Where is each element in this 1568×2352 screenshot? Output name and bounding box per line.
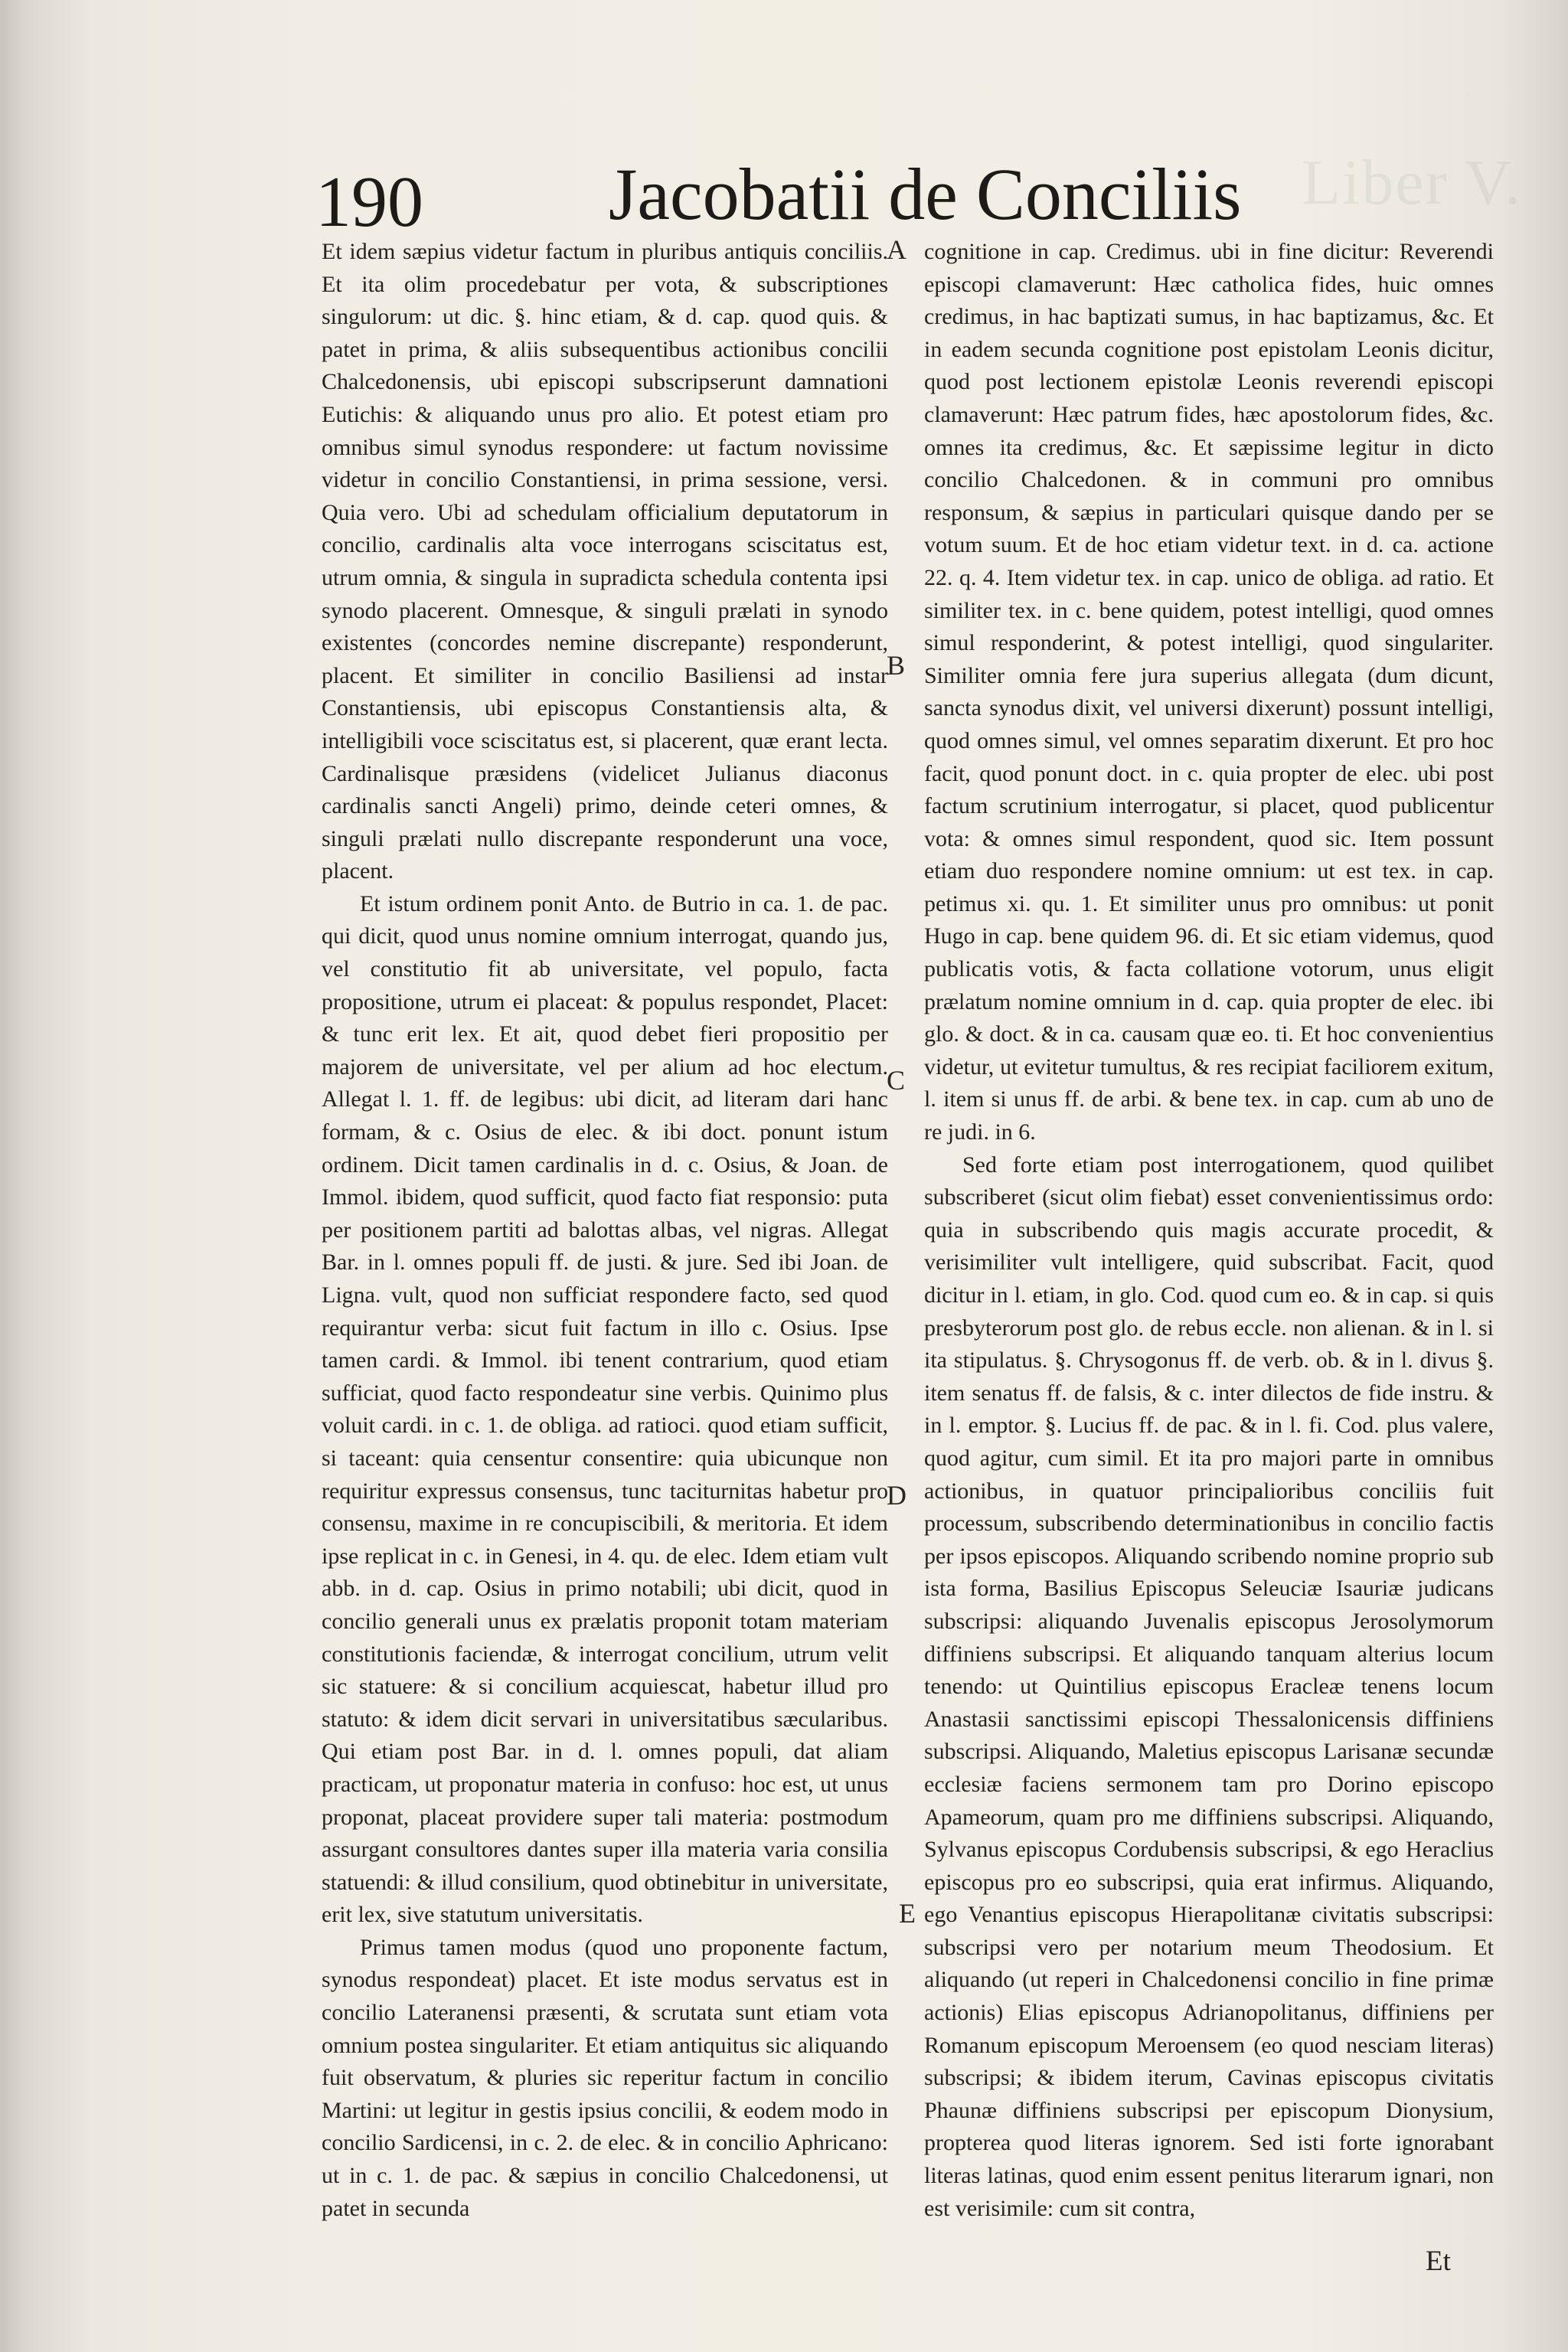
margin-marker-b: B: [887, 650, 906, 681]
bleed-through-text: Liber V.: [1301, 147, 1522, 218]
right-column: [924, 236, 1494, 2225]
margin-marker-d: D: [887, 1480, 906, 1511]
margin-marker-e: E: [899, 1898, 916, 1929]
running-title: Jacobatii de Conciliis: [609, 153, 1242, 235]
paragraph: cognitione in cap. Credimus. ubi in fine dicitur: Reverendi episcopi clamaverunt: Hæc catholica fides, huic omnes credimus, in hac baptizati sumus, in hac baptizamus, &c. Et in eadem secunda cognitione post epistolam Leonis dicitur, quod post lectionem epistolæ Leonis reverendi episcopi clamaverunt: Hæc patrum fides, hæc apostolorum fides, &c. omnes ita credimus, &c. Et sæpissime legitur in dicto concilio Chalcedonen. & in communi pro omnibus responsum, & sæpius in particulari quisque dando per se votum suum. Et de hoc etiam videtur text. in d. ca. actione 22. q. 4. Item videtur tex. in cap. unico de obliga. ad ratio. Et similiter tex. in c. bene quidem, potest intelligi, quod omnes simul responderint, & potest intelligi, quod singulariter. Similiter omnia fere jura superius allegata (dum dicunt, sancta synodus dixit, vel universi dixerunt) possunt intelligi, quod omnes simul, vel omnes separatim dixerunt. Et pro hoc facit, quod ponunt doct. in c. quia propter de elec. ubi post factum scrutinium interrogatur, si placet, quod publicentur vota: & omnes simul respondent, quod sic. Item possunt etiam duo respondere nomine omnium: ut est tex. in cap. petimus xi. qu. 1. Et similiter unus pro omnibus: ut ponit Hugo in cap. bene quidem 96. di. Et sic etiam videmus, quod publicatis votis, & facta collatione votorum, unus eligit prælatum nomine omnium in d. cap. quia propter de elec. ibi glo. & doct. & in ca. causam quæ eo. ti. Et hoc convenientius videtur, ut evitetur tumultus, & res recipiat faciliorem exitum, l. item si unus ff. de arbi. & bene tex. in cap. cum ab uno de re judi. in 6.: [924, 239, 1494, 1145]
paragraph: Et istum ordinem ponit Anto. de Butrio in ca. 1. de pac. qui dicit, quod unus nomine omnium interrogat, quando jus, vel constitutio fit ab universitate, vel populo, facta propositione, utrum ei placeat: & populus respondet, Placet: & tunc erit lex. Et ait, quod debet fieri propositio per majorem de universitate, vel per alium ad hoc electum. Allegat l. 1. ff. de legibus: ubi dicit, ad literam dari hanc formam, & c. Osius de elec. & ibi doct. ponunt istum ordinem. Dicit tamen cardinalis in d. c. Osius, & Joan. de Immol. ibidem, quod sufficit, quod facto fiat responsio: puta per positionem partiti ad balottas albas, vel nigras. Allegat Bar. in l. omnes populi ff. de justi. & jure. Sed ibi Joan. de Ligna. vult, quod non sufficiat respondere facto, sed quod requirantur verba: sicut fuit factum in illo c. Osius. Ipse tamen cardi. & Immol. ibi tenent contrarium, quod etiam sufficiat, quod facto respondeatur sine verbis. Quinimo plus voluit cardi. in c. 1. de obliga. ad ratioci. quod etiam sufficit, si taceant: quia censentur consentire: quia ubicunque non requiritur expressus consensus, tunc taciturnitas habetur pro consensu, maxime in re concupiscibili, & meritoria. Et idem ipse replicat in c. in Genesi, in 4. qu. de elec. Idem etiam vult abb. in d. cap. Osius in primo notabili; ubi dicit, quod in concilio generali unus ex prælatis proponit totam materiam constitutionis faciendæ, & interrogat concilium, utrum velit sic statuere: & si concilium acquiescat, habetur illud pro statuto: & idem dicit servari in universitatibus sæcularibus. Qui etiam post Bar. in d. l. omnes populi, dat aliam practicam, ut proponatur materia in confuso: hoc est, ut unus proponat, placeat providere super tali materia: postmodum assurgant consultores dantes super illa materia varia consilia statuendi: & illud consilium, quod obtinebitur in universitate, erit lex, sive statutum universitatis.: [322, 890, 888, 1928]
paragraph: Et idem sæpius videtur factum in pluribus antiquis conciliis. Et ita olim procedebatur per vota, & subscriptiones singulorum: ut dic. §. hinc etiam, & d. cap. quod quis. & patet in prima, & aliis subsequentibus actionibus concilii Chalcedonensis, ubi episcopi subscripserunt damnationi Eutichis: & aliquando unus pro alio. Et potest etiam pro omnibus simul synodus respondere: ut factum novissime videtur in concilio Constantiensi, in prima sessione, versi. Quia vero. Ubi ad schedulam officialium deputatorum in concilio, cardinalis alta voce interrogans sciscitatus est, utrum omnia, & singula in supradicta schedula contenta ipsi synodo placerent. Omnesque, & singuli prælati in synodo existentes (concordes nemine discrepante) responderunt, placent. Et similiter in concilio Basiliensi ad instar Constantiensis, ubi episcopus Constantiensis alta, & intelligibili voce sciscitatus est, si placerent, quæ erant lecta. Cardinalisque præsidens (videlicet Julianus diaconus cardinalis sancti Angeli) primo, deinde ceteri omnes, & singuli prælati nullo discrepante responderunt una voce, placent.: [322, 239, 888, 884]
paragraph: Sed forte etiam post interrogationem, quod quilibet subscriberet (sicut olim fiebat) esset convenientissimus ordo: quia in subscribendo quis magis accurate procedit, & verisimiliter vult intelligere, quid subscribat. Facit, quod dicitur in l. etiam, in glo. Cod. quod cum eo. & in cap. si quis presbyterorum post glo. de rebus eccle. non alienan. & in l. si ita stipulatus. §. Chrysogonus ff. de verb. ob. & in l. divus §. item senatus ff. de falsis, & c. inter dilectos de fide instru. & in l. emptor. §. Lucius ff. de pac. & in l. fi. Cod. plus valere, quod agitur, cum simil. Et ita pro majori parte in omnibus actionibus, in quatuor principalioribus conciliis fuit processum, subscribendo determinationibus in concilio factis per ipsos episcopos. Aliquando scribendo nomine proprio sub ista forma, Basilius Episcopus Seleuciæ Isauriæ judicans subscripsi: aliquando Juvenalis episcopus Jerosolymorum diffiniens subscripsi. Et aliquando tanquam alterius locum tenendo: ut Quintilius episcopus Eracleæ tenens locum Anastasii sanctissimi episcopi Thessalonicensis diffiniens subscripsi. Aliquando, Maletius episcopus Larisanæ secundæ ecclesiæ faciens sermonem tam pro Dorino episcopo Apameorum, quam pro me diffiniens subscripsi. Aliquando, Sylvanus episcopus Cordubensis subscripsi, & ego Heraclius episcopus pro eo subscripsi, quia erat infirmus. Aliquando, ego Venantius episcopus Hierapolitanæ civitatis subscripsi: subscripsi vero per notarium meum Theodosium. Et aliquando (ut reperi in Chalcedonensi concilio in fine primæ actionis) Elias episcopus Adrianopolitanus, diffiniens per Romanum episcopum Meroensem (eo quod nesciam literas) subscripsi; & ibidem iterum, Cavinas episcopus civitatis Phaunæ diffiniens subscripsi per episcopum Dionysium, propterea quod literas ignorem. Sed isti forte ignorabant literas latinas, quod enim essent penitus literarum ignari, non est verisimile: cum sit contra,: [924, 1152, 1494, 2221]
paragraph: Primus tamen modus (quod uno proponente factum, synodus respondeat) placet. Et iste modus servatus est in concilio Lateranensi præsenti, & scrutata sunt etiam vota omnium postea singulariter. Et etiam antiquitus sic aliquando fuit observatum, & pluries sic reperitur factum in concilio Martini: ut legitur in gestis ipsius concilii, & eodem modo in concilio Sardicensi, in c. 2. de elec. & in concilio Aphricano: ut in c. 1. de pac. & sæpius in concilio Chalcedonensi, ut patet in secunda: [322, 1934, 888, 2221]
margin-marker-a: A: [887, 234, 906, 265]
catchword: Et: [1426, 2246, 1451, 2277]
margin-marker-c: C: [887, 1065, 906, 1096]
left-column: [322, 236, 888, 2225]
page-number: 190: [315, 162, 423, 242]
